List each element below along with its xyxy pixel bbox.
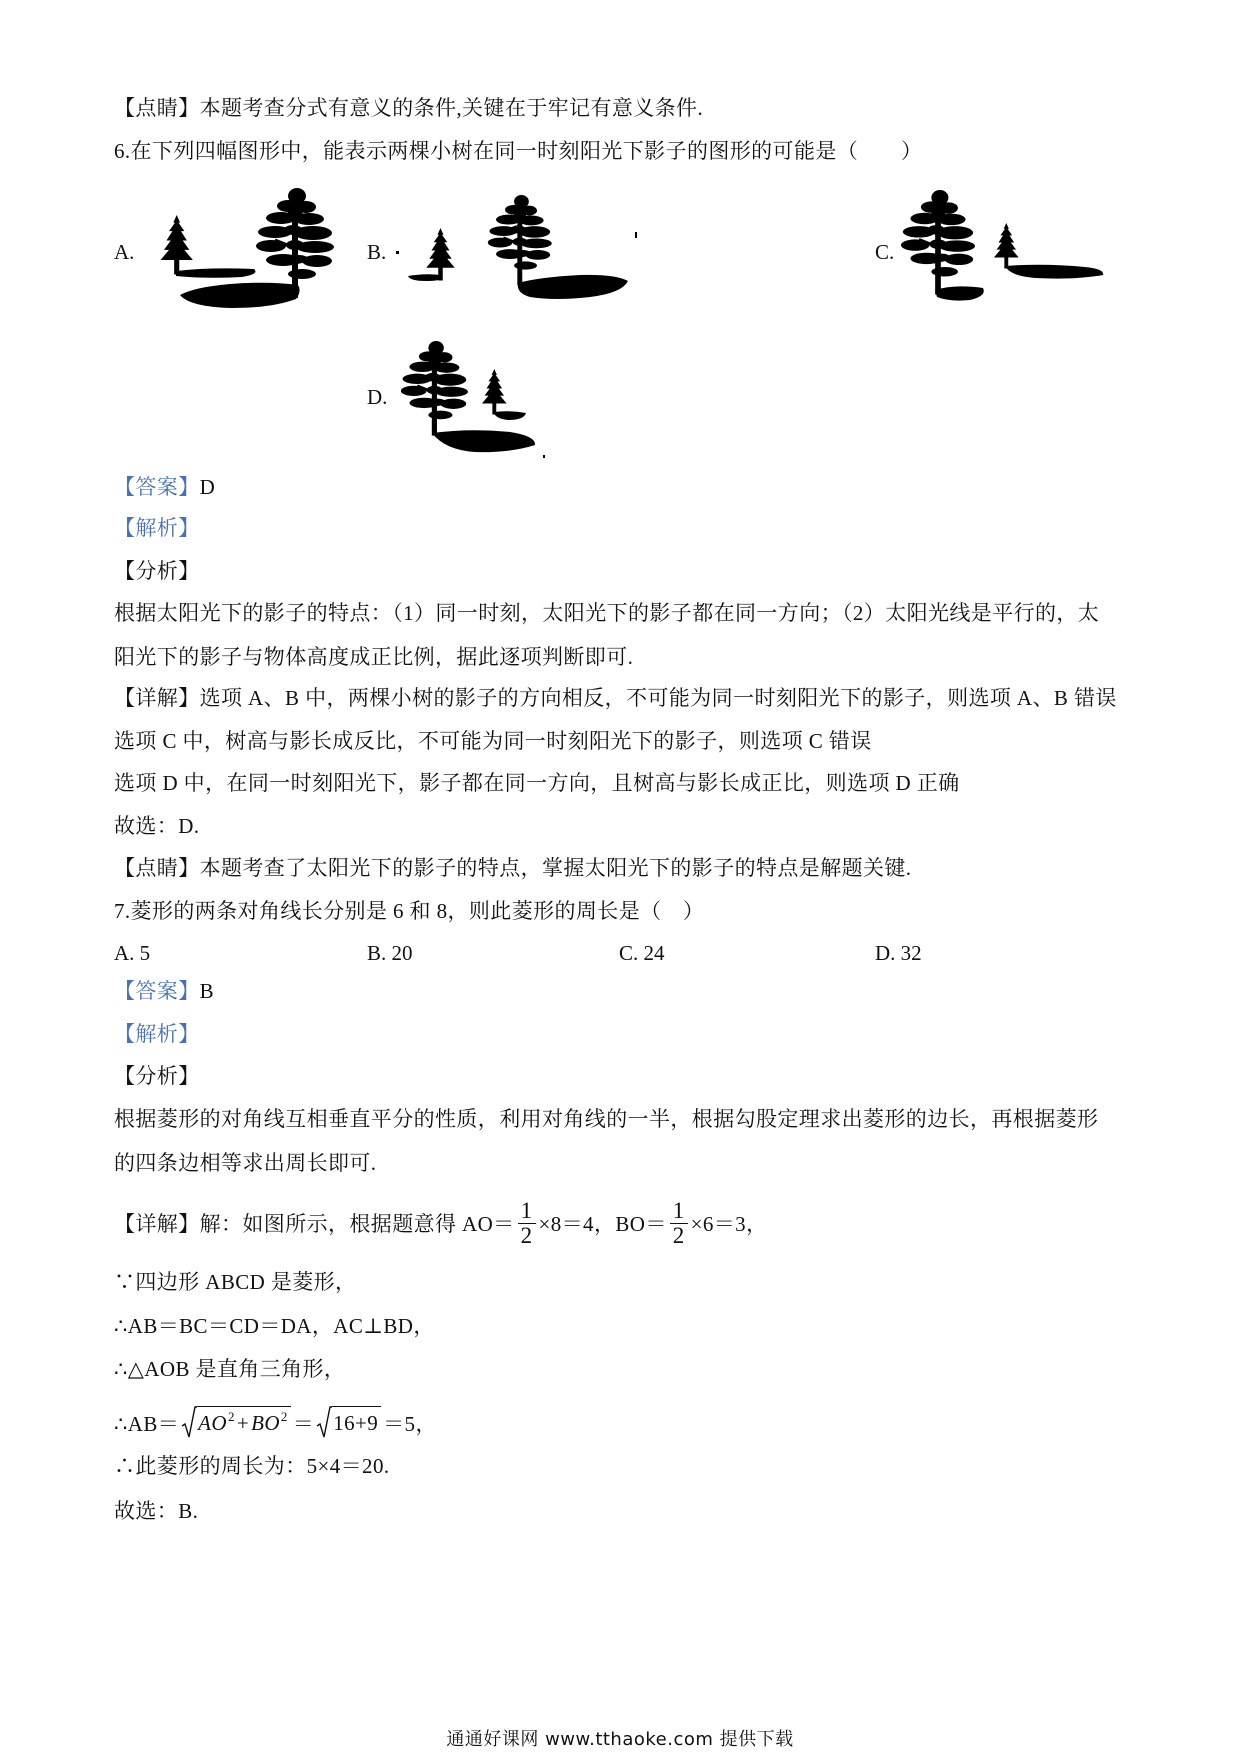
answer-tag: 【答案】 [114, 475, 200, 499]
stray-mark [396, 251, 399, 254]
answer-value: B [199, 979, 215, 1003]
q6-detail-line: 选项 C 中，树高与影长成反比，不可能为同一时刻阳光下的影子，则选项 C 错误 [114, 729, 872, 753]
page-footer: 通通好课网 www.tthaoke.com 提供下载 [446, 1729, 794, 1750]
small-tree [482, 369, 507, 415]
radical-sign-icon [181, 1406, 197, 1440]
small-tree-shadow [1005, 265, 1103, 279]
small-tree-shadow [493, 411, 526, 420]
square-root-ao-bo [181, 1406, 291, 1440]
plus-sign: + [236, 1411, 250, 1435]
q6-option-a-label: A. [114, 240, 135, 264]
radical-sign-icon [316, 1406, 332, 1440]
q7-step: ∴AB＝BC＝CD＝DA，AC⊥BD， [114, 1314, 435, 1338]
fraction-numerator: 1 [518, 1199, 536, 1224]
small-tree-shadow [176, 268, 256, 277]
fraction-one-half [670, 1199, 688, 1248]
fraction-denominator: 2 [520, 1222, 533, 1248]
prev-question-tip: 【点睛】本题考查分式有意义的条件,关键在于牢记有意义条件. [114, 96, 704, 120]
q6-analysis-line: 根据太阳光下的影子的特点：（1）同一时刻，太阳光下的影子都在同一方向；（2）太阳光线是平行的，太 [114, 601, 1100, 625]
answer-value: D [199, 475, 216, 499]
term-bo: BO [251, 1411, 280, 1435]
fraction-numerator: 1 [670, 1199, 688, 1224]
small-tree-shadow [408, 274, 441, 281]
big-tree-shadow [432, 430, 535, 452]
q7-analysis-line: 根据菱形的对角线互相垂直平分的性质，利用对角线的一半，根据勾股定理求出菱形的边长，再根据菱形 [114, 1107, 1099, 1131]
q6-tip: 【点睛】本题考查了太阳光下的影子的特点，掌握太阳光下的影子的特点是解题关键. [114, 856, 912, 880]
q7-option-b: B. 20 [367, 941, 413, 965]
q7-option-c: C. 24 [619, 941, 665, 965]
big-tree-shadow [518, 275, 628, 299]
q7-step: ∵四边形 ABCD 是菱形， [114, 1270, 357, 1294]
q6-option-c-label: C. [875, 240, 895, 264]
q6-stem: 6.在下列四幅图形中，能表示两棵小树在同一时刻阳光下影子的图形的可能是（ ） [114, 139, 923, 163]
q7-choose: 故选：B. [114, 1499, 199, 1523]
q7-option-d: D. 32 [875, 941, 922, 965]
radicand [197, 1406, 291, 1440]
radicand: 16+9 [332, 1406, 381, 1440]
q6-figure-c [895, 180, 1110, 310]
small-tree [161, 215, 193, 275]
big-tree-shadow [180, 283, 300, 308]
q7-sqrt-step [114, 1403, 437, 1443]
stray-mark [543, 455, 545, 458]
q6-figure-b [390, 185, 642, 310]
big-tree [488, 195, 552, 285]
small-tree [994, 223, 1019, 269]
exponent: 2 [280, 1409, 288, 1424]
stray-mark [635, 232, 637, 238]
q6-detail-line: 【详解】选项 A、B 中，两棵小树的影子的方向相反，不可能为同一时刻阳光下的影子，则选项 A、B 错误 [114, 686, 1117, 710]
big-tree [901, 190, 975, 295]
q6-fenxi-tag: 【分析】 [114, 559, 200, 583]
detail-part2: ×8＝4，BO＝ [538, 1212, 667, 1236]
sqrt-step-prefix: ∴AB＝ [114, 1412, 180, 1436]
square-root-16-9 [316, 1406, 381, 1440]
big-tree [401, 341, 468, 436]
q7-fenxi-tag: 【分析】 [114, 1064, 200, 1088]
q7-answer-line [114, 976, 214, 1006]
sqrt-step-suffix: ＝5， [383, 1412, 437, 1436]
q6-option-d-label: D. [367, 385, 388, 409]
q6-figure-a [150, 185, 350, 315]
equals-sign: ＝ [292, 1412, 315, 1436]
fraction-one-half [518, 1199, 536, 1248]
small-tree [426, 228, 455, 281]
answer-tag: 【答案】 [114, 979, 200, 1003]
q7-analysis-line: 的四条边相等求出周长即可. [114, 1151, 377, 1175]
q6-jiexi-tag: 【解析】 [114, 516, 200, 540]
q7-stem: 7.菱形的两条对角线长分别是 6 和 8，则此菱形的周长是（ ） [114, 899, 705, 923]
big-tree-shadow [935, 286, 984, 300]
q6-answer-line [114, 472, 215, 502]
q6-analysis-line: 阳光下的影子与物体高度成正比例，据此逐项判断即可. [114, 645, 634, 669]
q6-figure-d [390, 335, 560, 465]
exponent: 2 [227, 1409, 235, 1424]
q7-jiexi-tag: 【解析】 [114, 1022, 200, 1046]
q6-detail-line: 选项 D 中，在同一时刻阳光下，影子都在同一方向，且树高与影长成正比，则选项 D 正确 [114, 771, 960, 795]
q6-option-b-label: B. [367, 240, 387, 264]
q6-choose: 故选：D. [114, 814, 200, 838]
q7-option-a: A. 5 [114, 941, 151, 965]
detail-intro-text: 【详解】解：如图所示，根据题意得 AO＝ [114, 1212, 515, 1236]
big-tree [256, 188, 334, 298]
detail-part3: ×6＝3， [690, 1212, 768, 1236]
q7-detail-intro [114, 1197, 767, 1249]
term-ao: AO [198, 1411, 227, 1435]
q7-step: ∴此菱形的周长为：5×4＝20. [114, 1454, 390, 1478]
q7-step: ∴△AOB 是直角三角形， [114, 1357, 346, 1381]
fraction-denominator: 2 [672, 1222, 685, 1248]
